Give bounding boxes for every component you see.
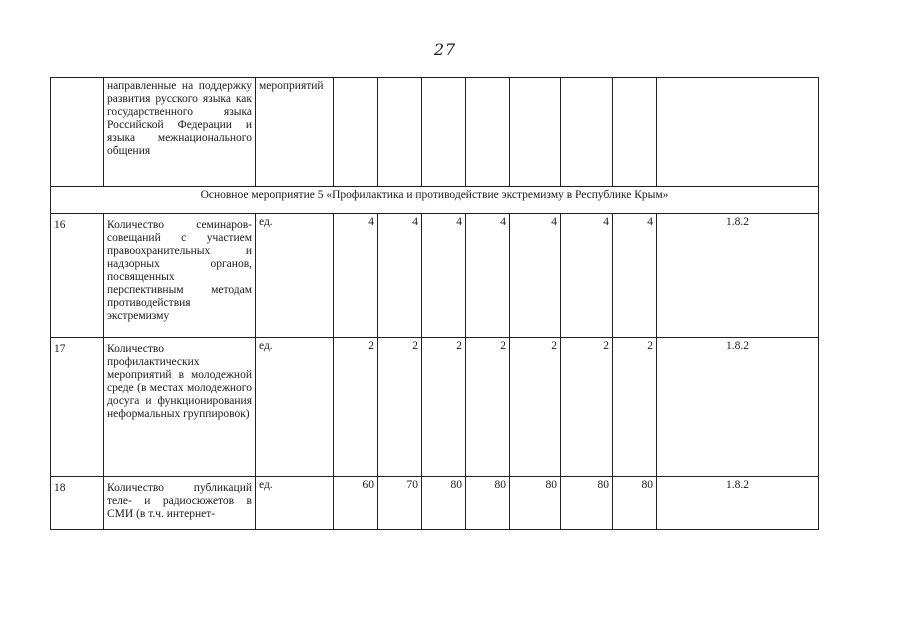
cell-num (51, 78, 104, 187)
cell-value (510, 78, 561, 187)
cell-num: 17 (51, 338, 104, 477)
cell-value: 4 (561, 214, 613, 338)
cell-indicator-name: Количество семинаров-совещаний с участием правоохранительных и надзорных органов, посвященных перспективным методам противодействия экстремизму (104, 214, 256, 338)
cell-value: 4 (466, 214, 510, 338)
cell-value: 2 (466, 338, 510, 477)
cell-value: 80 (422, 477, 466, 530)
cell-value: 60 (334, 477, 378, 530)
cell-code: 1.8.2 (657, 338, 819, 477)
section-row (51, 187, 819, 214)
cell-value: 80 (561, 477, 613, 530)
cell-value: 2 (422, 338, 466, 477)
table-row (51, 477, 819, 530)
indicators-table (50, 77, 819, 530)
cell-indicator-name: Количество публикаций теле- и радиосюжетов в СМИ (в т.ч. интернет- (104, 477, 256, 530)
cell-value: 4 (334, 214, 378, 338)
cell-value: 80 (466, 477, 510, 530)
cell-unit: ед. (256, 477, 334, 530)
cell-value (378, 78, 422, 187)
cell-num: 18 (51, 477, 104, 530)
cell-value: 4 (613, 214, 657, 338)
page-number: 27 (433, 40, 457, 59)
table-row (51, 214, 819, 338)
cell-value: 70 (378, 477, 422, 530)
cell-value (561, 78, 613, 187)
table-row (51, 338, 819, 477)
cell-value (422, 78, 466, 187)
cell-code (657, 78, 819, 187)
cell-code: 1.8.2 (657, 214, 819, 338)
cell-value: 80 (510, 477, 561, 530)
cell-value: 4 (510, 214, 561, 338)
cell-value: 2 (613, 338, 657, 477)
section-title: Основное мероприятие 5 «Профилактика и противодействие экстремизму в Республике Крым» (51, 187, 819, 214)
cell-unit: мероприятий (256, 78, 334, 187)
cell-value: 80 (613, 477, 657, 530)
cell-code: 1.8.2 (657, 477, 819, 530)
cell-value: 2 (561, 338, 613, 477)
cell-value: 4 (422, 214, 466, 338)
table-row-continuation (51, 78, 819, 187)
cell-unit: ед. (256, 338, 334, 477)
cell-indicator-name: Количество профилактических мероприятий в молодежной среде (в местах молодежного досуга и функционирования неформальных группировок) (104, 338, 256, 477)
cell-value: 4 (378, 214, 422, 338)
cell-unit: ед. (256, 214, 334, 338)
cell-value (466, 78, 510, 187)
cell-num: 16 (51, 214, 104, 338)
cell-value (334, 78, 378, 187)
cell-value: 2 (334, 338, 378, 477)
cell-value: 2 (510, 338, 561, 477)
cell-value: 2 (378, 338, 422, 477)
cell-value (613, 78, 657, 187)
cell-indicator-name: направленные на поддержку развития русского языка как государственного языка Российской Федерации и языка межнационального общения (104, 78, 256, 187)
